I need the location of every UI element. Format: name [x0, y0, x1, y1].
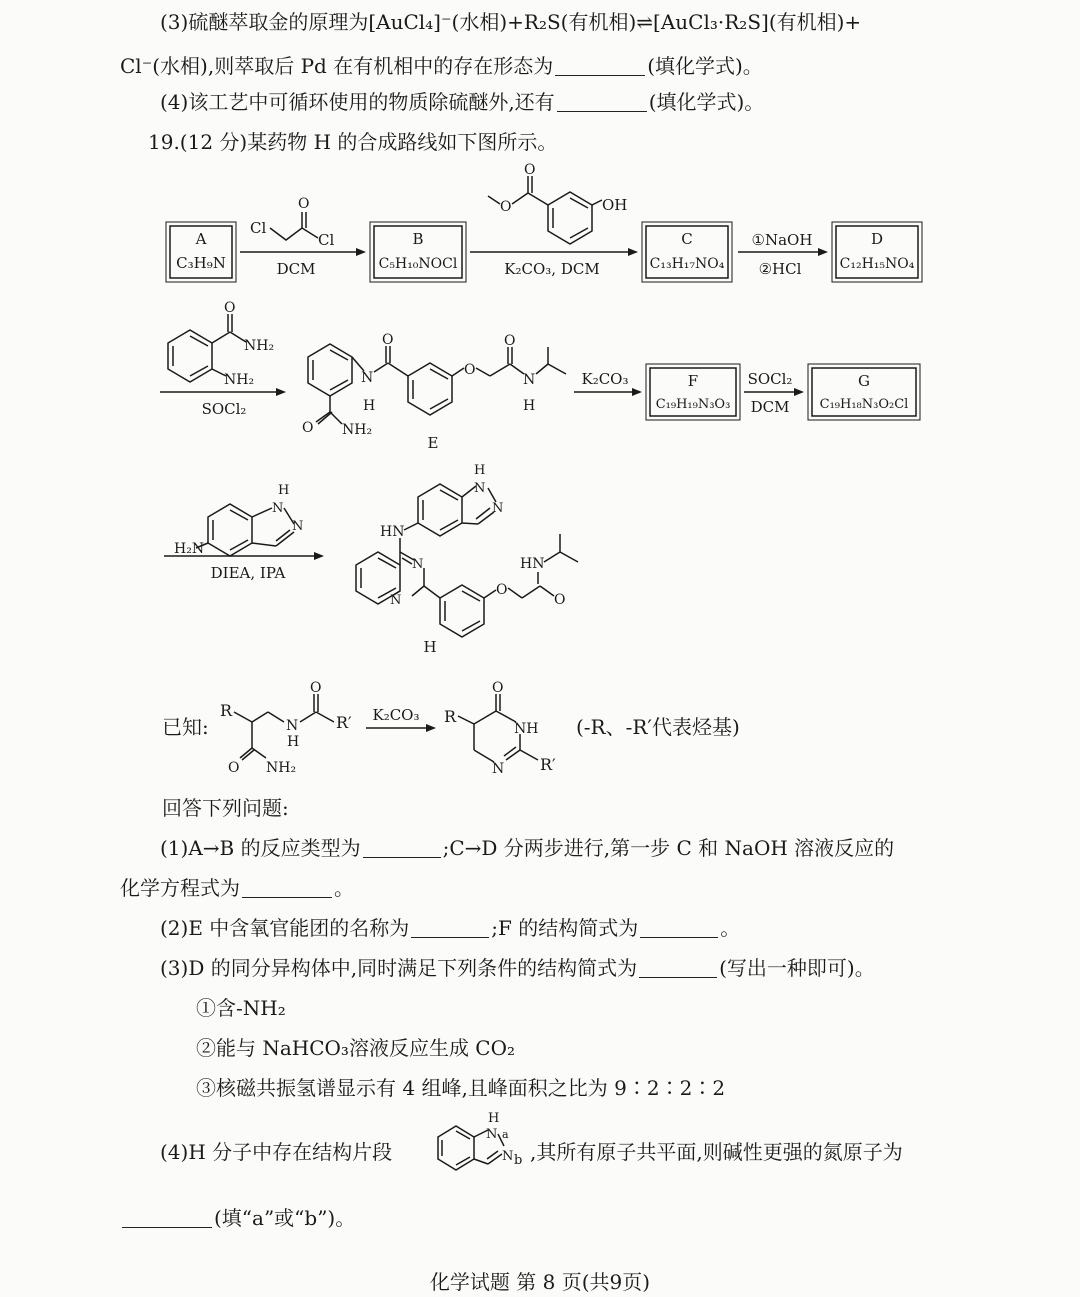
atom-h: H: [363, 398, 376, 414]
atom-o: O: [224, 300, 236, 316]
box-d-formula: C₁₂H₁₅NO₄: [839, 256, 915, 272]
box-g-formula: C₁₉H₁₈N₃O₂Cl: [819, 397, 909, 412]
answer-blank[interactable]: [639, 957, 717, 978]
q19-part2-text-b: ;F 的结构简式为: [491, 916, 639, 940]
q19-part1-line2: [120, 874, 354, 902]
atom-o: O: [554, 592, 566, 608]
q19-part4-line2: [120, 1204, 355, 1232]
label-a: a: [502, 1128, 509, 1141]
q18-part3-text-b: (填化学式)。: [647, 54, 763, 78]
compound-h-label: H: [423, 638, 437, 656]
q19-part4-text-b: ,其所有原子共平面,则碱性更强的氮原子为: [530, 1140, 903, 1164]
condition-e-f: K₂CO₃: [581, 370, 629, 388]
q19-part4-text-c: (填“a”或“b”)。: [214, 1206, 356, 1230]
answer-blank[interactable]: [640, 917, 718, 938]
known-label: 已知:: [162, 715, 209, 739]
atom-nh2: NH₂: [342, 422, 373, 438]
condition-b-c: K₂CO₃, DCM: [504, 260, 600, 278]
answer-blank[interactable]: [122, 1207, 212, 1228]
atom-nh2: NH₂: [244, 338, 275, 354]
atom-n: N: [286, 718, 299, 734]
atom-n: N: [361, 370, 374, 386]
atom-n: N: [486, 1127, 498, 1142]
atom-o: O: [228, 760, 240, 776]
box-f-label: F: [687, 372, 699, 390]
atom-o: O: [500, 199, 512, 215]
atom-h: H: [474, 463, 486, 478]
condition-d-e: SOCl₂: [201, 400, 247, 418]
atom-n: N: [412, 557, 424, 572]
q19-part3-text-a: (3)D 的同分异构体中,同时满足下列条件的结构简式为: [160, 956, 638, 980]
q19-part3: [160, 954, 875, 982]
atom-nh: NH: [514, 721, 539, 737]
q19-condition-1: ①含-NH₂: [196, 996, 286, 1020]
atom-o: O: [310, 680, 322, 696]
atom-o: O: [302, 420, 314, 436]
known-note: (-R、-R′代表烃基): [576, 715, 740, 739]
q18-part3-text-a: Cl⁻(水相),则萃取后 Pd 在有机相中的存在形态为: [120, 54, 554, 78]
atom-h: H: [278, 483, 290, 498]
condition-a-b: DCM: [276, 260, 316, 278]
atom-o: O: [298, 196, 310, 212]
q19-part1-text-a: (1)A→B 的反应类型为: [160, 836, 361, 860]
condition-f-g-2: DCM: [750, 398, 790, 416]
q19-part1-line1: [160, 834, 894, 862]
answer-blank[interactable]: [411, 917, 489, 938]
atom-cl: Cl: [250, 219, 267, 237]
condition-c-d-step1: ①NaOH: [751, 231, 813, 249]
atom-n: N: [390, 593, 402, 608]
q19-part2-text-c: 。: [720, 916, 741, 940]
compound-h-structure: [356, 484, 578, 637]
atom-hn: HN: [380, 524, 405, 540]
atom-o: O: [464, 362, 476, 378]
box-c-formula: C₁₃H₁₇NO₄: [649, 256, 725, 272]
box-b-formula: C₅H₁₀NOCl: [378, 256, 458, 272]
q19-part4-text-a: (4)H 分子中存在结构片段: [160, 1140, 393, 1164]
condition-c-d-step2: ②HCl: [758, 260, 802, 278]
q19-condition-2: ②能与 NaHCO₃溶液反应生成 CO₂: [196, 1036, 516, 1060]
atom-n: N: [292, 519, 304, 534]
answer-blank[interactable]: [363, 837, 441, 858]
answer-prompt: 回答下列问题:: [162, 796, 289, 820]
atom-hn: HN: [520, 556, 545, 572]
condition-f-g-1: SOCl₂: [747, 370, 793, 388]
atom-o: O: [504, 333, 516, 349]
atom-h2n: H₂N: [174, 541, 205, 557]
q19-heading: 19.(12 分)某药物 H 的合成路线如下图所示。: [148, 130, 558, 154]
atom-h: H: [488, 1111, 500, 1126]
box-b-label: B: [412, 230, 424, 248]
atom-rp: R′: [336, 713, 352, 732]
chloroacetyl-chloride-skeleton: [270, 228, 318, 240]
q19-part1-text-b: ;C→D 分两步进行,第一步 C 和 NaOH 溶液反应的: [442, 836, 895, 860]
q19-part1-text-d: 。: [334, 876, 354, 900]
atom-nh2: NH₂: [224, 372, 255, 388]
atom-n: N: [492, 761, 505, 777]
box-a-label: A: [195, 230, 207, 248]
atom-h: H: [523, 398, 536, 414]
atom-n: N: [502, 1149, 514, 1164]
atom-rp: R′: [540, 755, 556, 774]
box-c-label: C: [681, 230, 693, 248]
q19-condition-3: ③核磁共振氢谱显示有 4 组峰,且峰面积之比为 9∶2∶2∶2: [196, 1076, 726, 1100]
box-f-formula: C₁₉H₁₉N₃O₃: [655, 397, 731, 412]
q18-part4-text-b: (填化学式)。: [648, 90, 765, 114]
box-d-label: D: [870, 230, 884, 248]
condition-g-h: DIEA, IPA: [210, 564, 286, 582]
compound-e-label: E: [427, 434, 439, 452]
atom-cl: Cl: [318, 231, 335, 249]
atom-o: O: [496, 582, 508, 598]
box-g-label: G: [858, 372, 870, 390]
atom-r: R: [220, 701, 233, 720]
q19-part2-text-a: (2)E 中含氧官能团的名称为: [160, 916, 410, 940]
known-condition: K₂CO₃: [372, 706, 420, 724]
atom-o: O: [524, 162, 536, 178]
atom-oh: OH: [602, 196, 628, 214]
q18-part3-line1: (3)硫醚萃取金的原理为[AuCl₄]⁻(水相)+R₂S(有机相)⇌[AuCl₃·R₂S](有机相)+: [160, 10, 862, 34]
atom-n: N: [272, 501, 284, 516]
known-reactant-structure: [234, 694, 334, 760]
atom-n: N: [523, 372, 536, 388]
atom-n: N: [492, 501, 504, 516]
q18-part4-text-a: (4)该工艺中可循环使用的物质除硫醚外,还有: [160, 90, 555, 114]
q19-part2: [160, 914, 740, 942]
atom-o: O: [382, 332, 394, 348]
answer-blank[interactable]: [242, 877, 332, 898]
atom-r: R: [444, 707, 457, 726]
page-footer: 化学试题 第 8 页(共9页): [429, 1270, 651, 1294]
atom-h: H: [287, 734, 300, 750]
atom-o: O: [492, 680, 504, 696]
q19-part1-text-c: 化学方程式为: [120, 876, 240, 900]
atom-n: N: [474, 481, 486, 496]
box-a-formula: C₃H₉N: [176, 254, 226, 272]
atom-nh2: NH₂: [266, 760, 297, 776]
q19-part3-text-b: (写出一种即可)。: [719, 956, 875, 980]
label-b: b: [514, 1153, 523, 1168]
